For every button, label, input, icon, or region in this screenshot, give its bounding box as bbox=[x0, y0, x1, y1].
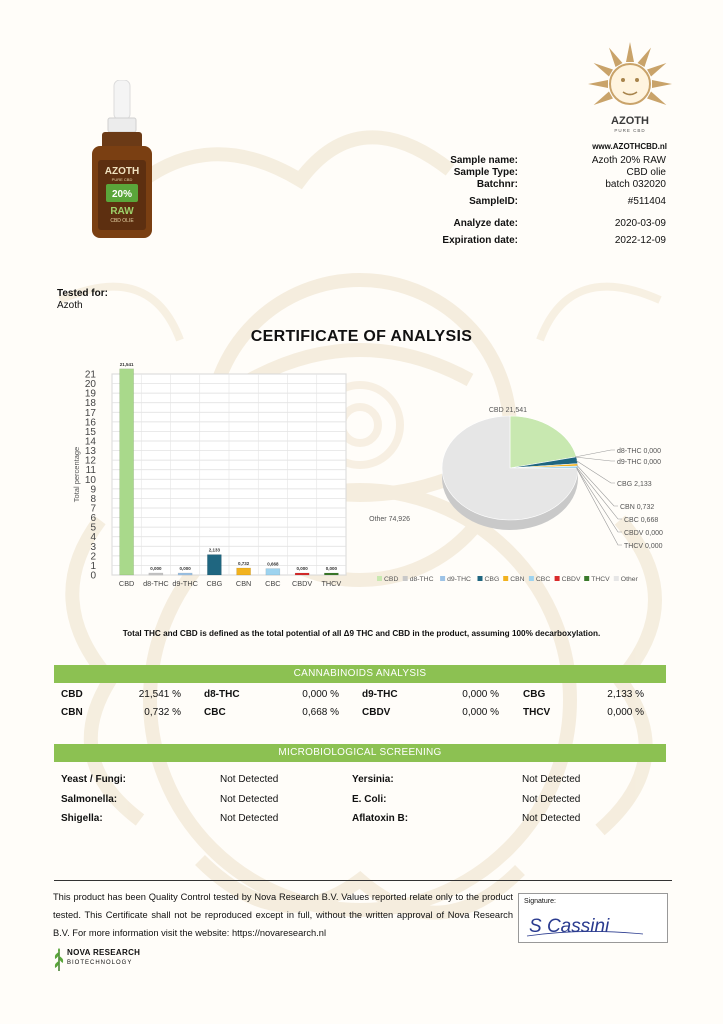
cannabinoid-name: CBN bbox=[61, 707, 83, 718]
y-tick-label: 18 bbox=[84, 398, 96, 410]
micro-section-header: MICROBIOLOGICAL SCREENING bbox=[54, 744, 666, 762]
sample-id-value: #511404 bbox=[627, 196, 666, 207]
legend-swatch bbox=[503, 576, 508, 581]
logo-subtext: PURE CBD bbox=[614, 128, 646, 133]
test-result: Not Detected bbox=[220, 813, 279, 824]
bar-value-label: 0,000 bbox=[179, 566, 191, 571]
cannabinoid-name: THCV bbox=[523, 707, 551, 718]
bar-value-label: 0,000 bbox=[325, 566, 338, 571]
x-tick-label: CBC bbox=[265, 579, 281, 588]
x-tick-label: THCV bbox=[321, 579, 342, 588]
y-tick-label: 21 bbox=[84, 369, 96, 381]
cannabinoid-value: 2,133 % bbox=[607, 689, 644, 700]
y-tick-label: 1 bbox=[90, 560, 96, 572]
pie-leader-line bbox=[575, 450, 615, 457]
bottle-brand-sub: PURE CBD bbox=[111, 177, 133, 182]
bar-cbdv bbox=[295, 573, 309, 575]
legend-swatch bbox=[377, 576, 382, 581]
analyze-date-label: Analyze date: bbox=[453, 218, 518, 229]
y-tick-label: 14 bbox=[84, 436, 96, 448]
website-link[interactable]: www.AZOTHCBD.nl bbox=[592, 142, 667, 151]
y-tick-label: 2 bbox=[90, 551, 96, 563]
y-tick-label: 20 bbox=[84, 379, 96, 391]
cannabinoid-value: 21,541 % bbox=[138, 689, 181, 700]
sample-name-value: Azoth 20% RAW bbox=[591, 155, 666, 166]
logo-text: AZOTH bbox=[611, 115, 649, 127]
bar-value-label: 21,541 bbox=[119, 362, 134, 367]
sample-id-label: SampleID: bbox=[469, 196, 518, 207]
lab-name: NOVA RESEARCH bbox=[67, 948, 141, 957]
bottle-type: CBD OLIE bbox=[110, 218, 134, 224]
legend-swatch bbox=[403, 576, 408, 581]
expiration-date-value: 2022-12-09 bbox=[614, 235, 666, 246]
legend-label: THCV bbox=[591, 576, 610, 583]
legend-swatch bbox=[529, 576, 534, 581]
y-tick-label: 5 bbox=[90, 522, 96, 534]
y-tick-label: 3 bbox=[90, 541, 96, 553]
legend-swatch bbox=[584, 576, 589, 581]
sample-type-value: CBD olie bbox=[626, 167, 666, 178]
cannabinoid-name: CBDV bbox=[362, 707, 391, 718]
tested-for-value: Azoth bbox=[57, 300, 83, 311]
decarboxylation-note: Total THC and CBD is defined as the total potential of all Δ9 THC and CBD in the product, assuming 100% decarboxylation. bbox=[122, 629, 601, 638]
test-name: Aflatoxin B: bbox=[352, 813, 409, 824]
test-result: Not Detected bbox=[522, 794, 581, 805]
y-tick-label: 16 bbox=[84, 417, 96, 429]
expiration-date-label: Expiration date: bbox=[442, 235, 518, 246]
bar-chart bbox=[70, 362, 355, 592]
y-axis-label: Total percentage bbox=[72, 446, 81, 503]
pie-leader-line bbox=[577, 468, 622, 545]
legend-label: CBC bbox=[535, 576, 551, 583]
cannabinoid-value: 0,000 % bbox=[607, 707, 644, 718]
batch-value: batch 032020 bbox=[605, 179, 666, 190]
y-tick-label: 8 bbox=[90, 493, 96, 505]
y-tick-label: 10 bbox=[84, 474, 96, 486]
legend-label: d8-THC bbox=[409, 576, 434, 583]
pie-slice-label: Other 74,926 bbox=[369, 516, 410, 523]
legend-swatch bbox=[478, 576, 483, 581]
leaf-icon bbox=[53, 946, 65, 972]
test-result: Not Detected bbox=[220, 794, 279, 805]
test-name: Yeast / Fungi: bbox=[61, 774, 127, 785]
pie-slice-label: THCV 0,000 bbox=[624, 543, 663, 550]
bottle-strength: 20% bbox=[111, 189, 133, 200]
bar-value-label: 0,668 bbox=[267, 561, 279, 567]
y-tick-label: 7 bbox=[90, 503, 96, 515]
x-tick-label: CBG bbox=[206, 579, 223, 588]
cannabinoid-name: d9-THC bbox=[362, 689, 398, 700]
cannabinoid-name: CBG bbox=[523, 689, 546, 700]
signature-text: S Cassini bbox=[529, 916, 610, 937]
bar-value-label: 0,000 bbox=[150, 566, 162, 571]
legend-label: d9-THC bbox=[447, 576, 471, 583]
legend-label: CBDV bbox=[561, 576, 581, 583]
test-name: Shigella: bbox=[61, 813, 103, 824]
bar-value-label: 0,000 bbox=[296, 566, 308, 571]
cannabinoid-value: 0,668 % bbox=[302, 707, 339, 718]
pie-chart bbox=[362, 398, 672, 593]
bar-value-label: 2,133 bbox=[208, 547, 221, 553]
bar-d8-thc bbox=[149, 573, 163, 575]
pie-slice-label: d9-THC 0,000 bbox=[617, 459, 661, 466]
bottle-line: RAW bbox=[110, 206, 134, 217]
y-tick-label: 6 bbox=[90, 513, 96, 525]
test-name: Yersinia: bbox=[352, 774, 394, 785]
pie-slice-label: CBG 2,133 bbox=[617, 481, 652, 488]
signature-label: Signature: bbox=[524, 898, 556, 905]
legend-swatch bbox=[555, 576, 560, 581]
test-name: Salmonella: bbox=[61, 794, 118, 805]
pie-slice-label: CBN 0,732 bbox=[620, 504, 655, 511]
x-tick-label: CBD bbox=[118, 579, 135, 588]
signature-box bbox=[518, 893, 668, 943]
cannabinoid-value: 0,000 % bbox=[462, 707, 499, 718]
signature-image bbox=[523, 904, 663, 942]
sample-name-label: Sample name: bbox=[450, 155, 518, 166]
azoth-logo bbox=[580, 40, 680, 140]
bar-d9-thc bbox=[178, 573, 192, 575]
test-name: E. Coli: bbox=[352, 794, 387, 805]
test-result: Not Detected bbox=[522, 813, 581, 824]
legend-label: CBG bbox=[484, 576, 500, 583]
cannabinoids-section-header: CANNABINOIDS ANALYSIS bbox=[54, 665, 666, 683]
pie-slice-label: CBD 21,541 bbox=[488, 407, 527, 414]
lab-sub: BIOTECHNOLOGY bbox=[67, 960, 133, 966]
bar-thcv bbox=[324, 573, 338, 575]
pie-slice-label: d8-THC 0,000 bbox=[617, 448, 661, 455]
cannabinoid-name: d8-THC bbox=[204, 689, 240, 700]
y-tick-label: 12 bbox=[84, 455, 96, 467]
y-tick-label: 11 bbox=[85, 465, 96, 477]
bar-cbg bbox=[207, 555, 221, 575]
cannabinoid-value: 0,000 % bbox=[302, 689, 339, 700]
x-tick-label: CBN bbox=[235, 579, 252, 588]
pie-leader-line bbox=[575, 457, 615, 461]
legend-swatch bbox=[440, 576, 445, 581]
pie-leader-line bbox=[576, 460, 615, 483]
cannabinoid-value: 0,000 % bbox=[462, 689, 499, 700]
y-tick-label: 4 bbox=[90, 532, 96, 544]
legend-label: CBD bbox=[384, 576, 399, 583]
test-result: Not Detected bbox=[220, 774, 279, 785]
pie-leader-line bbox=[577, 468, 622, 532]
pie-leader-line bbox=[577, 467, 622, 519]
bar-cbc bbox=[266, 569, 280, 575]
nova-research-logo bbox=[53, 946, 163, 974]
y-tick-label: 19 bbox=[84, 388, 96, 400]
pie-slice-label: CBC 0,668 bbox=[624, 517, 659, 524]
y-tick-label: 9 bbox=[90, 484, 96, 496]
legend-swatch bbox=[614, 576, 619, 581]
x-tick-label: d9-THC bbox=[172, 579, 198, 588]
x-tick-label: CBDV bbox=[291, 579, 313, 588]
cannabinoid-name: CBC bbox=[204, 707, 226, 718]
x-tick-label: d8-THC bbox=[143, 579, 169, 588]
bar-value-label: 0,732 bbox=[237, 560, 250, 566]
bottle-brand: AZOTH bbox=[104, 166, 140, 177]
product-bottle-image bbox=[82, 80, 162, 240]
y-tick-label: 0 bbox=[90, 570, 96, 582]
y-tick-label: 17 bbox=[84, 407, 96, 419]
legend-label: Other bbox=[620, 576, 638, 583]
test-result: Not Detected bbox=[522, 774, 581, 785]
tested-for-label: Tested for: bbox=[57, 288, 108, 299]
disclaimer-text: This product has been Quality Control tested by Nova Research B.V. Values reported relate only to the product tested. This Certificate shall not be reproduced except in full, without the written approval of Nova Research B.V. For more information visit the website: https://novaresearch.nl bbox=[53, 892, 513, 938]
pie-slice-label: CBDV 0,000 bbox=[624, 530, 663, 537]
page-title: CERTIFICATE OF ANALYSIS bbox=[250, 328, 473, 345]
cannabinoid-name: CBD bbox=[61, 689, 83, 700]
footer-divider bbox=[54, 880, 672, 881]
bar-cbn bbox=[237, 568, 251, 575]
legend-label: CBN bbox=[510, 576, 525, 583]
analyze-date-value: 2020-03-09 bbox=[614, 218, 666, 229]
batch-label: Batchnr: bbox=[476, 179, 518, 190]
y-tick-label: 15 bbox=[84, 426, 96, 438]
bar-cbd bbox=[120, 369, 134, 575]
sample-type-label: Sample Type: bbox=[453, 167, 518, 178]
cannabinoid-value: 0,732 % bbox=[144, 707, 181, 718]
y-tick-label: 13 bbox=[84, 446, 96, 458]
